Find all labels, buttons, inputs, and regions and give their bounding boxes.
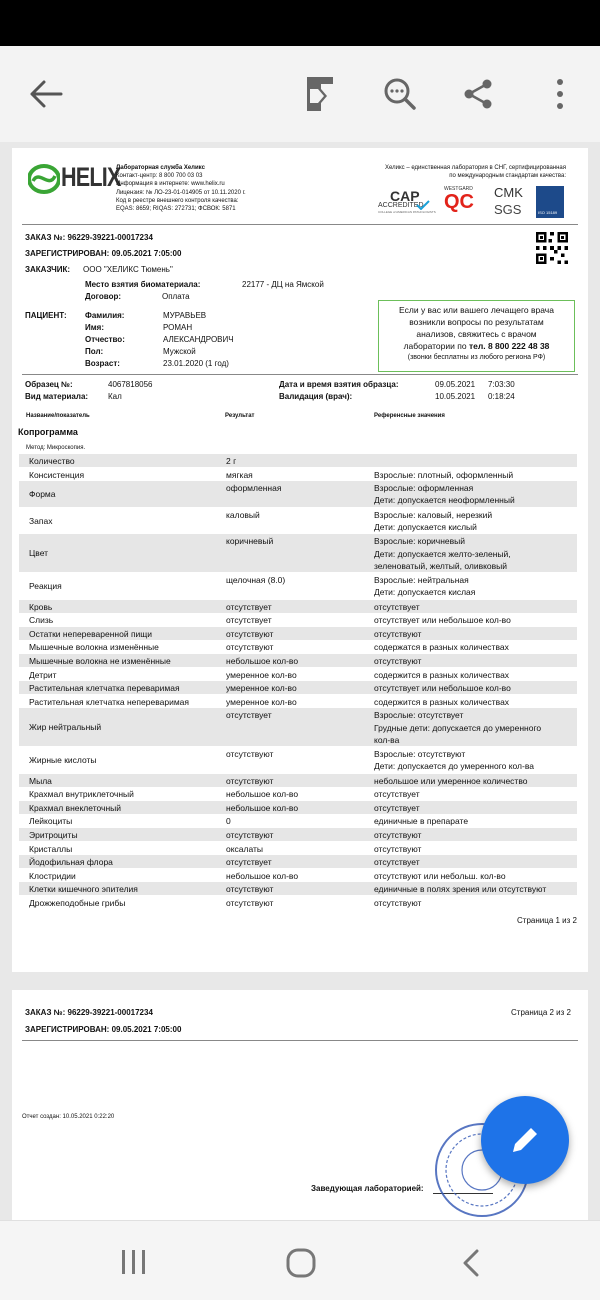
table-row — [19, 627, 577, 640]
doctor-contact-notice — [378, 300, 575, 372]
row-reference: отсутствует — [374, 601, 420, 612]
row-reference-line-2: Дети: допускается до умеренного кол-ва — [374, 761, 534, 772]
col-header-reference: Референсные значения — [374, 413, 445, 419]
row-name: Кристаллы — [29, 843, 73, 854]
table-row — [19, 600, 577, 613]
surname-value: МУРАВЬЕВ — [163, 311, 207, 320]
table-row — [19, 613, 577, 626]
patient-label: ПАЦИЕНТ: — [25, 311, 67, 320]
row-name: Клетки кишечного эпителия — [29, 884, 138, 895]
iso-label: ISO 15189 — [538, 210, 558, 215]
row-result: 2 г — [226, 456, 237, 466]
table-row — [19, 573, 577, 599]
cap-sub: ACCREDITED — [378, 202, 424, 209]
row-reference-line-2: Дети: допускается кислая — [374, 587, 476, 598]
notice-line-4-prefix: лаборатории по — [403, 341, 469, 351]
taken-label: Дата и время взятия образца: — [279, 380, 399, 389]
row-reference: отсутствуют — [374, 830, 422, 840]
table-row — [19, 454, 577, 467]
row-reference-line-2: Дети: допускается кислый — [374, 522, 477, 533]
contract-label: Договор: — [85, 292, 122, 301]
lab-registry: Код в реестре внешнего контроля качества: — [116, 197, 239, 204]
row-reference-line-2: Грудные дети: допускается до умеренного — [374, 722, 542, 733]
material-label: Вид материала: — [25, 392, 89, 401]
row-reference: небольшое или умеренное количество — [374, 775, 528, 786]
back-arrow-icon[interactable] — [20, 68, 72, 120]
page-2-divider — [22, 1040, 578, 1041]
surname-label: Фамилия: — [85, 311, 125, 320]
qc-text: QC — [444, 191, 474, 213]
row-name: Цвет — [29, 548, 49, 559]
row-result: небольшое кол-во — [226, 870, 299, 881]
cert-line-1: Хеликс – единственная лаборатория в СНГ, сертифицированная — [384, 165, 566, 171]
row-reference: отсутствует или небольшое кол-во — [374, 683, 511, 694]
row-name: Дрожжеподобные грибы — [29, 898, 126, 908]
cert-info — [385, 164, 566, 180]
helix-logo-text: HELIX — [61, 162, 121, 192]
home-nav-icon[interactable] — [285, 1247, 317, 1284]
row-name: Количество — [29, 456, 75, 466]
table-row — [19, 882, 577, 895]
row-result: отсутствуют — [226, 642, 274, 653]
row-name: Запах — [29, 515, 53, 526]
row-name: Консистенция — [29, 469, 85, 480]
row-result: отсутствуют — [226, 775, 274, 786]
lab-license: Лицензия: № ЛО-23-01-014905 от 10.11.2020 г. — [116, 189, 246, 196]
row-name: Клостридии — [29, 870, 76, 881]
table-row — [19, 896, 577, 909]
search-zoom-icon[interactable] — [374, 68, 426, 120]
reader-mode-icon[interactable] — [294, 68, 346, 120]
row-reference: отсутствуют — [374, 656, 422, 666]
table-row — [19, 508, 577, 534]
page-2-number: Страница 2 из 2 — [511, 1008, 571, 1017]
notice-phone: тел. 8 800 222 48 38 — [468, 341, 550, 351]
cmk-text: CMK — [494, 185, 523, 200]
row-name: Растительная клетчатка переваримая — [29, 683, 180, 694]
table-row — [19, 534, 577, 572]
page-2-order-number: ЗАКАЗ №: 96229-39221-00017234 — [25, 1008, 153, 1017]
row-name: Мыла — [29, 775, 52, 786]
row-reference: Взрослые: отсутствует — [374, 710, 464, 721]
row-name: Остатки непереваренной пищи — [29, 628, 153, 639]
row-reference: отсутствует — [374, 789, 420, 800]
table-row — [19, 774, 577, 787]
row-name: Реакция — [29, 581, 62, 591]
back-nav-icon[interactable] — [460, 1248, 482, 1283]
sex-value: Мужской — [163, 347, 196, 356]
row-name: Эритроциты — [29, 830, 78, 840]
row-result: умеренное кол-во — [226, 669, 297, 680]
order-number: ЗАКАЗ №: 96229-39221-00017234 — [25, 233, 153, 242]
row-name: Детрит — [29, 669, 57, 680]
row-name: Крахмал внеклеточный — [29, 802, 122, 813]
page-1-number: Страница 1 из 2 — [517, 916, 577, 925]
row-name: Жир нейтральный — [29, 722, 102, 733]
customer-label: ЗАКАЗЧИК: — [25, 265, 71, 274]
age-label: Возраст: — [85, 359, 120, 368]
row-name: Форма — [29, 489, 56, 500]
validation-label: Валидация (врач): — [279, 392, 353, 401]
cap-logo — [376, 188, 436, 216]
qr-code — [536, 232, 568, 264]
iso-badge — [536, 186, 564, 218]
table-row — [19, 787, 577, 800]
validation-time: 0:18:24 — [488, 392, 515, 401]
system-nav-bar — [0, 1220, 600, 1300]
row-result: небольшое кол-во — [226, 802, 299, 813]
cap-small: COLLEGE of AMERICAN PATHOLOGISTS — [378, 210, 436, 214]
row-result: мягкая — [226, 469, 253, 480]
notice-line-4 — [379, 340, 574, 352]
page-2-registered: ЗАРЕГИСТРИРОВАН: 09.05.2021 7:05:00 — [25, 1025, 182, 1034]
report-created: Отчет создан: 10.05.2021 0:22:20 — [22, 1114, 115, 1120]
row-name: Кровь — [29, 601, 53, 612]
cap-title: CAP — [390, 188, 420, 204]
material-value: Кал — [108, 392, 122, 401]
validation-date: 10.05.2021 — [435, 392, 476, 401]
row-reference: содержатся в разных количествах — [374, 642, 509, 653]
document-viewer[interactable] — [0, 142, 600, 1220]
table-row — [19, 681, 577, 694]
notice-line-5: (звонки бесплатны из любого региона РФ) — [407, 354, 546, 361]
lab-name: Лабораторная служба Хеликс — [116, 165, 205, 171]
row-reference: Взрослые: оформленная — [374, 483, 474, 494]
patronymic-value: АЛЕКСАНДРОВИЧ — [163, 335, 234, 344]
name-label: Имя: — [85, 323, 104, 332]
row-reference: отсутствуют — [374, 628, 422, 639]
patient-divider — [22, 374, 578, 375]
row-name: Слизь — [29, 615, 54, 626]
report-page-1 — [12, 148, 588, 972]
row-reference: отсутствуют или небольш. кол-во — [374, 870, 506, 881]
more-vert-icon[interactable] — [534, 68, 586, 120]
row-result: отсутствуют — [226, 884, 274, 895]
table-row — [19, 654, 577, 667]
row-result: небольшое кол-во — [226, 656, 299, 666]
notice-line-1: Если у вас или вашего лечащего врача — [399, 305, 554, 315]
sex-label: Пол: — [85, 347, 104, 356]
table-row — [19, 640, 577, 653]
row-result: умеренное кол-во — [226, 683, 297, 694]
row-result: 0 — [226, 816, 231, 827]
row-result: оформленная — [226, 483, 282, 494]
recents-nav-icon[interactable] — [112, 1247, 156, 1282]
row-name: Крахмал внутриклеточный — [29, 789, 134, 800]
lab-web: Информация в интернете: www.helix.ru — [116, 181, 225, 188]
customer-value: ООО "ХЕЛИКС Тюмень" — [83, 265, 173, 274]
row-reference-line-2: Дети: допускается неоформленный — [374, 495, 515, 506]
table-row — [19, 708, 577, 746]
taken-time: 7:03:30 — [488, 380, 515, 389]
col-header-result: Результат — [225, 413, 255, 419]
place-label: Место взятия биоматериала: — [85, 280, 201, 289]
row-reference: Взрослые: каловый, нерезкий — [374, 509, 493, 520]
row-reference-line-2: Дети: допускается желто-зеленый, — [374, 548, 511, 559]
row-result: умеренное кол-во — [226, 696, 297, 707]
row-name: Лейкоциты — [29, 816, 73, 827]
row-result: отсутствует — [226, 710, 272, 721]
head-of-lab-label: Заведующая лабораторией: — [311, 1184, 424, 1193]
lab-info — [116, 164, 246, 213]
row-name: Мышечные волокна не изменённые — [29, 656, 171, 666]
table-row — [19, 747, 577, 773]
section-title: Копрограмма — [18, 427, 78, 437]
row-reference: отсутствуют — [374, 898, 422, 908]
sample-number: 4067818056 — [108, 380, 153, 389]
row-name: Йодофильная флора — [29, 857, 113, 868]
table-row — [19, 668, 577, 681]
share-icon[interactable] — [452, 68, 504, 120]
method-text: Метод: Микроскопия. — [26, 445, 86, 451]
row-reference: Взрослые: плотный, оформленный — [374, 469, 514, 480]
table-row — [19, 814, 577, 827]
row-result: отсутствует — [226, 601, 272, 612]
col-header-name: Название/показатель — [26, 413, 90, 419]
status-bar — [0, 0, 600, 46]
row-name: Жирные кислоты — [29, 755, 97, 765]
row-result: отсутствуют — [226, 749, 274, 759]
row-reference: Взрослые: отсутствуют — [374, 749, 466, 759]
row-result: отсутствуют — [226, 898, 274, 908]
table-row — [19, 855, 577, 868]
registered-date: ЗАРЕГИСТРИРОВАН: 09.05.2021 7:05:00 — [25, 249, 182, 258]
row-result: отсутствует — [226, 615, 272, 626]
row-reference-line-3: кол-ва — [374, 734, 400, 745]
row-reference: отсутствует или небольшое кол-во — [374, 615, 511, 626]
table-row — [19, 801, 577, 814]
row-result: небольшое кол-во — [226, 789, 299, 800]
table-row — [19, 828, 577, 841]
row-reference: отсутствует — [374, 802, 420, 813]
lab-codes: EQAS: 8659; RIQAS: 272731; ФСВОК: 5871 — [116, 206, 236, 213]
sample-label: Образец №: — [25, 380, 73, 389]
row-reference: отсутствует — [374, 857, 420, 868]
notice-line-3: анализов, свяжитесь с врачом — [416, 329, 537, 339]
row-reference: отсутствуют — [374, 843, 422, 854]
table-row — [19, 468, 577, 481]
row-reference-line-3: зеленоватый, желтый, оливковый — [374, 560, 508, 571]
table-row — [19, 842, 577, 855]
edit-fab-button[interactable] — [481, 1096, 569, 1184]
row-name: Растительная клетчатка непереваримая — [29, 696, 189, 707]
row-result: коричневый — [226, 536, 274, 547]
row-result: оксалаты — [226, 843, 264, 854]
taken-date: 09.05.2021 — [435, 380, 476, 389]
row-reference: содержится в разных количествах — [374, 669, 510, 680]
row-result: щелочная (8.0) — [226, 575, 286, 585]
table-row — [19, 869, 577, 882]
cert-line-2: по международным стандартам качества: — [449, 173, 566, 179]
row-result: отсутствует — [226, 857, 272, 868]
westgard-text: WESTGARD — [444, 186, 473, 192]
notice-line-2: возникли вопросы по результатам — [409, 317, 544, 327]
lab-contact: Контакт-центр: 8 800 700 03 03 — [116, 173, 203, 180]
table-row — [19, 481, 577, 507]
viewer-toolbar — [0, 46, 600, 143]
patronymic-label: Отчество: — [85, 335, 125, 344]
row-reference: единичные в полях зрения или отсутствуют — [374, 884, 547, 895]
row-reference: содержится в разных количествах — [374, 696, 510, 707]
name-value: РОМАН — [163, 323, 193, 332]
sgs-text: SGS — [494, 202, 522, 217]
row-name: Мышечные волокна изменённые — [29, 642, 159, 653]
contract-value: Оплата — [162, 292, 190, 301]
row-result: отсутствуют — [226, 628, 274, 639]
row-result: отсутствуют — [226, 830, 274, 840]
row-reference: единичные в препарате — [374, 816, 469, 827]
age-value: 23.01.2020 (1 год) — [163, 359, 229, 368]
row-reference: Взрослые: нейтральная — [374, 575, 469, 585]
row-reference: Взрослые: коричневый — [374, 536, 466, 547]
table-row — [19, 695, 577, 708]
edit-pencil-icon — [505, 1120, 545, 1160]
header-divider — [22, 224, 578, 225]
row-result: каловый — [226, 509, 260, 520]
place-value: 22177 - ДЦ на Ямской — [242, 280, 324, 289]
